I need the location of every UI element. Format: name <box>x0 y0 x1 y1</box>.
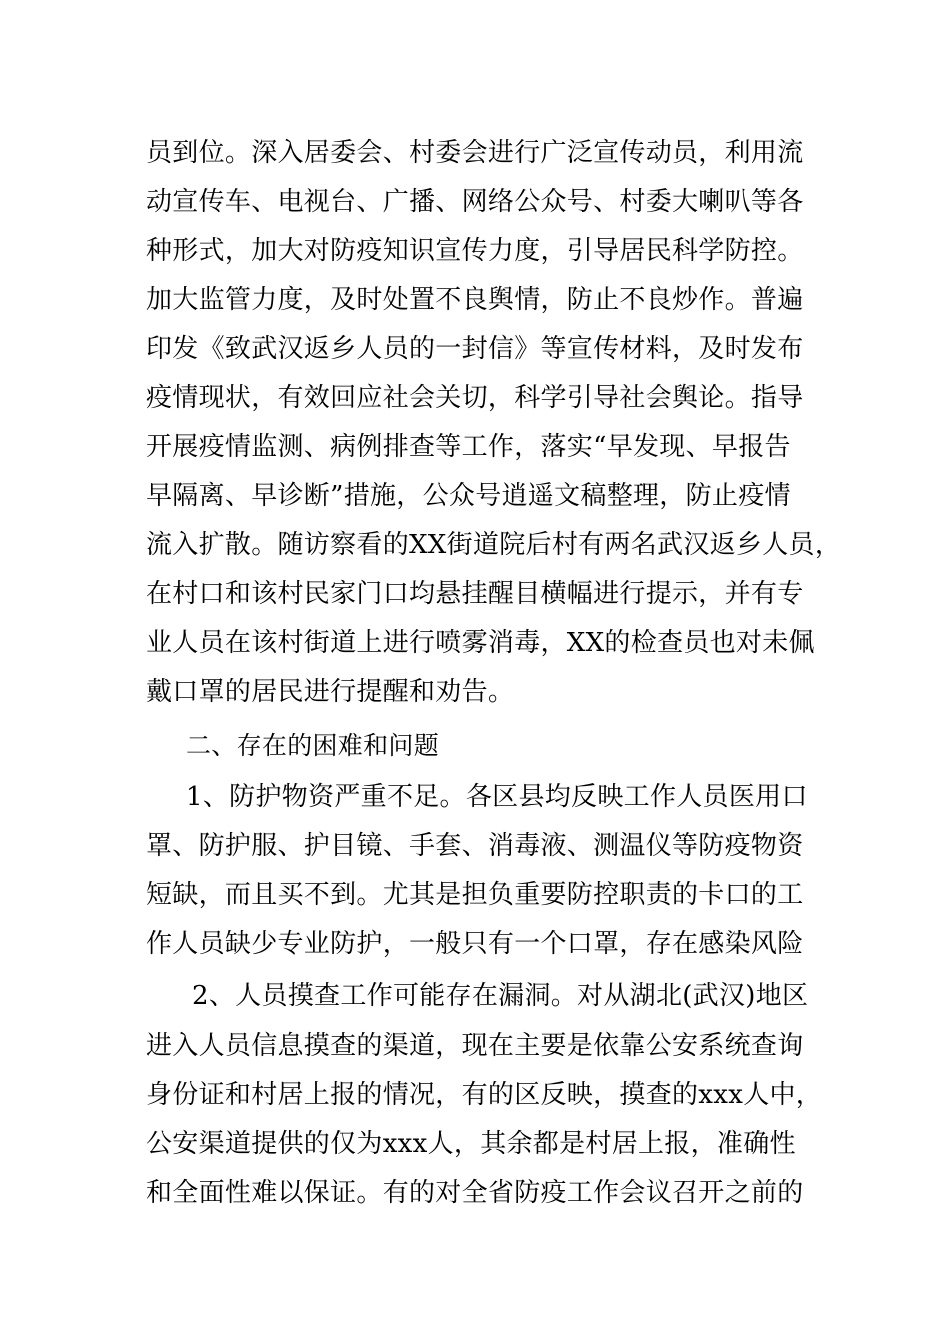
text-line: 疫情现状，有效回应社会关切，科学引导社会舆论。指导 <box>146 383 804 413</box>
text-line: 流入扩散。随访察看的XX街道院后村有两名武汉返乡人员， <box>146 530 842 560</box>
text-line: 2、人员摸查工作可能存在漏洞。对从湖北(武汉)地区 <box>192 981 809 1011</box>
text-line: 和全面性难以保证。有的对全省防疫工作会议召开之前的 <box>146 1178 804 1208</box>
text-line: 1、防护物资严重不足。各区县均反映工作人员医用口 <box>186 782 808 812</box>
text-line: 加大监管力度，及时处置不良舆情，防止不良炒作。普遍 <box>146 285 804 315</box>
text-line: 早隔离、早诊断”措施，公众号逍遥文稿整理，防止疫情 <box>146 481 791 511</box>
text-line: 动宣传车、电视台、广播、网络公众号、村委大喇叭等各 <box>146 187 804 217</box>
text-line: 进入人员信息摸查的渠道，现在主要是依靠公安系统查询 <box>146 1031 804 1061</box>
text-line: 身份证和村居上报的情况，有的区反映，摸查的xxx人中， <box>146 1080 823 1110</box>
text-line: 印发《致武汉返乡人员的一封信》等宣传材料，及时发布 <box>146 334 804 364</box>
text-line: 业人员在该村街道上进行喷雾消毒，XX的检查员也对未佩 <box>146 628 815 658</box>
text-line: 开展疫情监测、病例排查等工作，落实“早发现、早报告 <box>146 432 791 462</box>
text-line: 员到位。深入居委会、村委会进行广泛宣传动员，利用流 <box>146 138 804 168</box>
section-heading: 二、存在的困难和问题 <box>186 731 440 760</box>
text-line: 短缺，而且买不到。尤其是担负重要防控职责的卡口的工 <box>146 880 804 910</box>
text-line: 作人员缺少专业防护，一般只有一个口罩，存在感染风险 <box>146 929 804 959</box>
text-line: 罩、防护服、护目镜、手套、消毒液、测温仪等防疫物资 <box>146 831 804 861</box>
text-line: 公安渠道提供的仅为xxx人，其余都是村居上报，准确性 <box>146 1129 796 1159</box>
text-line: 在村口和该村民家门口均悬挂醒目横幅进行提示，并有专 <box>146 579 804 609</box>
text-line: 戴口罩的居民进行提醒和劝告。 <box>146 677 515 707</box>
text-line: 种形式，加大对防疫知识宣传力度，引导居民科学防控。 <box>146 236 804 266</box>
